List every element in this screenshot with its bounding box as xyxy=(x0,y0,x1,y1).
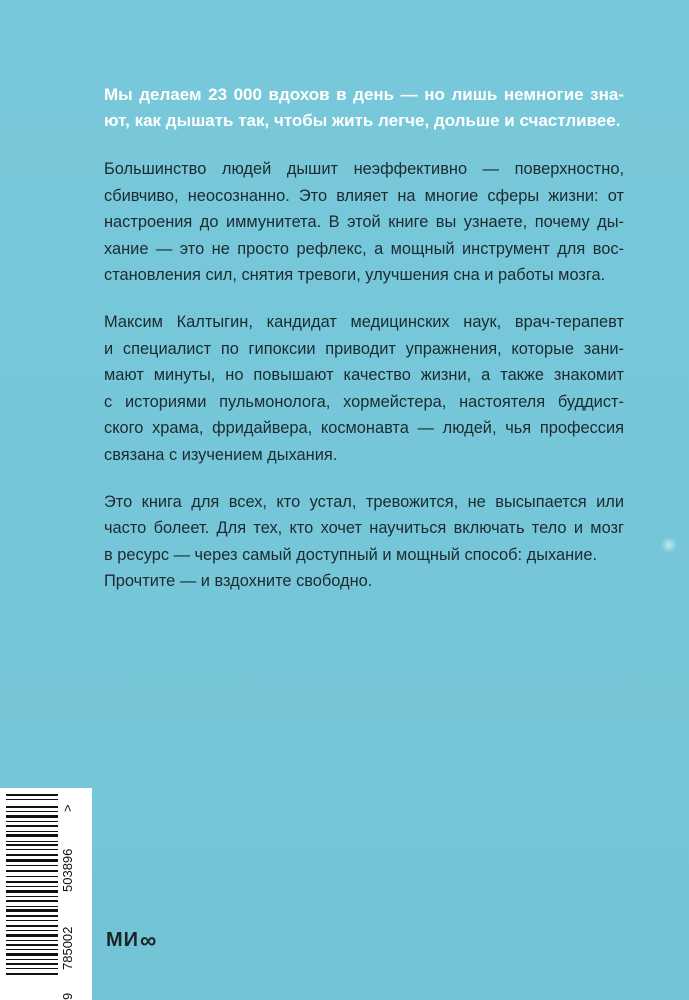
publisher-logo xyxy=(106,929,157,952)
infinity-icon: ∞ xyxy=(140,927,158,953)
paragraph-1-line-1: Большинство людей дышит неэффективно — поверхностно, xyxy=(104,160,624,178)
paragraph-3-line-3: в ресурс — через самый доступный и мощный способ: дыхание. xyxy=(104,545,597,564)
annotation-text xyxy=(104,82,624,615)
lead-line-1: Мы делаем 23 000 вдохов в день — но лишь немногие зна- xyxy=(104,85,624,104)
paragraph-2 xyxy=(104,309,624,469)
print-speck xyxy=(660,538,678,552)
isbn-barcode xyxy=(0,788,92,1000)
barcode-digit-group-2: 785002 xyxy=(60,926,75,970)
lead-line-2: ют, как дышать так, чтобы жить легче, дольше и счастливее. xyxy=(104,111,621,130)
paragraph-2-line-5: ского храма, фридайвера, космонавта — людей, чья профессия xyxy=(104,419,624,438)
lead-paragraph xyxy=(104,82,624,134)
paragraph-3-line-2: часто болеет. Для тех, кто хочет научиться включать тело и мозг xyxy=(104,519,624,538)
paragraph-1-line-4: хание — это не просто рефлекс, а мощный инструмент для вос- xyxy=(104,239,624,258)
paragraph-2-line-6: связана с изучением дыхания. xyxy=(104,445,338,464)
paragraph-2-line-2: и специалист по гипоксии приводит упражнения, которые зани- xyxy=(104,339,624,358)
paragraph-2-line-1: Максим Калтыгин, кандидат медицинских наук, врач-терапевт xyxy=(104,312,624,331)
paragraph-3 xyxy=(104,489,624,595)
barcode-bars xyxy=(6,794,58,976)
barcode-digit-group-1: 9 xyxy=(60,992,75,1000)
paragraph-3-line-4: Прочтите — и вздохните свободно. xyxy=(104,572,373,591)
paragraph-1-line-3: настроения до иммунитета. В этой книге вы узнаете, почему ды- xyxy=(104,213,624,232)
paragraph-1-line-5: становления сил, снятия тревоги, улучшения сна и работы мозга. xyxy=(104,266,606,285)
paragraph-3-line-1: Это книга для всех, кто устал, тревожится, не высыпается или xyxy=(104,492,624,511)
publisher-logo-text: МИ xyxy=(106,929,140,951)
paragraph-2-line-4: с историями пульмонолога, хормейстера, настоятеля буддист- xyxy=(104,392,624,411)
barcode-end-mark: > xyxy=(60,804,75,812)
paragraph-1 xyxy=(104,156,624,289)
barcode-digit-group-3: 503896 xyxy=(60,848,75,892)
barcode-digits xyxy=(56,794,82,1000)
paragraph-1-line-2: сбивчиво, неосознанно. Это влияет на многие сферы жизни: от xyxy=(104,186,624,205)
paragraph-2-line-3: мают минуты, но повышают качество жизни, а также знакомит xyxy=(104,366,624,385)
